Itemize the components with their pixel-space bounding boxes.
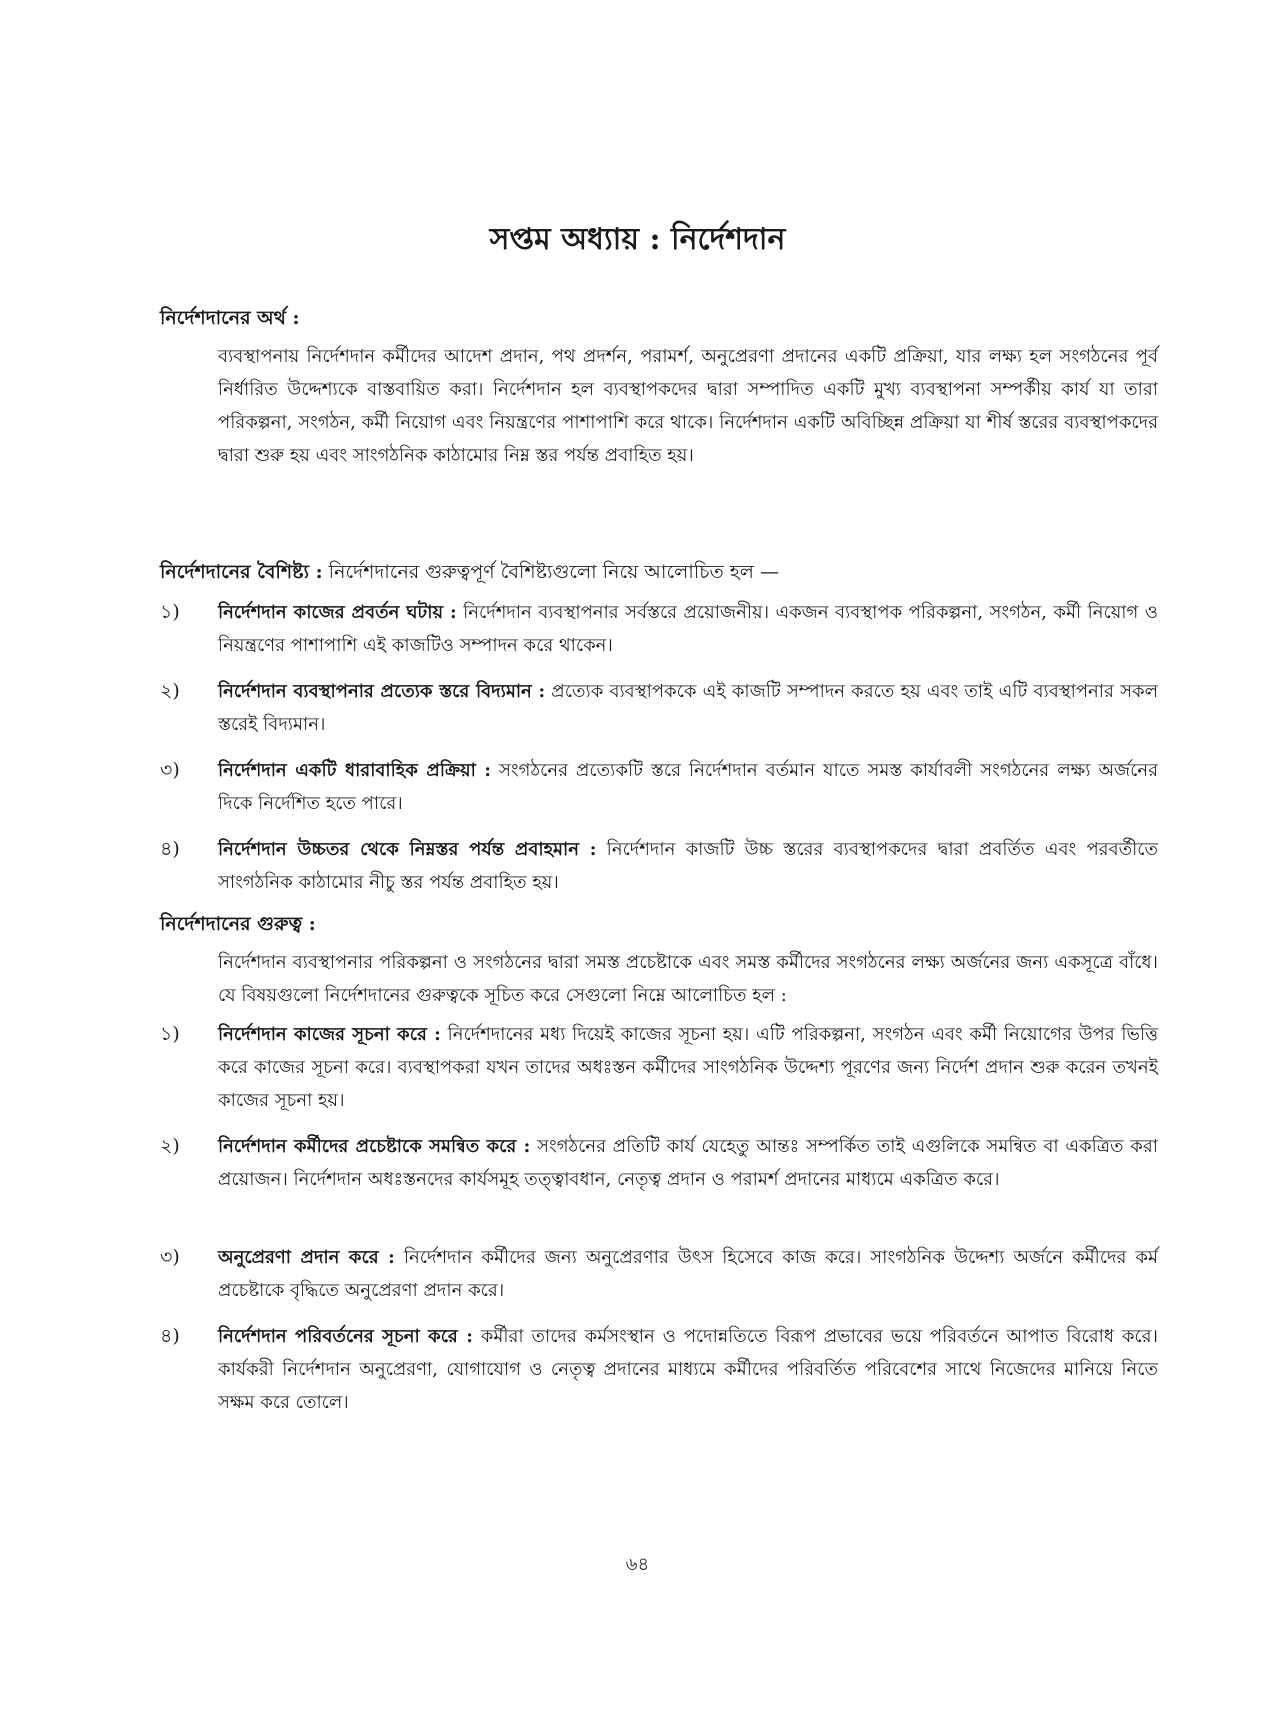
item-number: ১)	[160, 1023, 180, 1045]
item-body	[218, 596, 1158, 662]
item-number: ৪)	[160, 838, 180, 860]
item-number: ৩)	[160, 759, 180, 781]
features-heading	[160, 557, 779, 587]
item-text: প্রত্যেক ব্যবস্থাপককে এই কাজটি সম্পাদন করতে হয় এবং তাই এটি ব্যবস্থাপনার সকল স্তরেই বিদ্যমান।	[218, 681, 1158, 735]
importance-list-item	[160, 1320, 1158, 1419]
item-title: অনুপ্রেরণা প্রদান করে :	[218, 1247, 395, 1268]
item-body	[218, 1320, 1158, 1419]
item-text: সংগঠনের প্রত্যেকটি স্তরে নির্দেশদান বর্তমান যাতে সমস্ত কার্যাবলী সংগঠনের লক্ষ্য অর্জনের দিকে নির্দেশিত হতে পারে।	[218, 760, 1158, 814]
item-text: নির্দেশদান কর্মীদের জন্য অনুপ্রেরণার উৎস হিসেবে কাজ করে। সাংগঠনিক উদ্দেশ্য অর্জনে কর্মীদের কর্ম প্রচেষ্টাকে বৃদ্ধিতে অনুপ্রেরণা প্রদান করে।	[218, 1247, 1158, 1301]
importance-list-item	[160, 1018, 1158, 1117]
features-list-item	[160, 754, 1158, 820]
item-text: সংগঠনের প্রতিটি কার্য যেহেতু আন্তঃ সম্পর্কিত তাই এগুলিকে সমন্বিত বা একত্রিত করা প্রয়োজন। নির্দেশদান অধঃস্তনদের কার্যসমূহ তত্ত্বাবধান, নেতৃত্ব প্রদান ও পরামর্শ প্রদানের মাধ্যমে একত্রিত করে।	[218, 1136, 1158, 1190]
item-body	[218, 833, 1158, 899]
features-list-item	[160, 596, 1158, 662]
item-text: নির্দেশদান কাজটি উচ্চ স্তরের ব্যবস্থাপকদের দ্বারা প্রবর্তিত এবং পরবর্তীতে সাংগঠনিক কাঠামোর নীচু স্তর পর্যন্ত প্রবাহিত হয়।	[218, 839, 1158, 893]
features-list-item	[160, 675, 1158, 741]
item-body	[218, 754, 1158, 820]
features-heading-title: নির্দেশদানের বৈশিষ্ট্য :	[160, 561, 323, 583]
features-intro: নির্দেশদানের গুরুত্বপূর্ণ বৈশিষ্ট্যগুলো নিয়ে আলোচিত হল —	[322, 561, 779, 583]
item-text: নির্দেশদান ব্যবস্থাপনার সর্বস্তরে প্রয়োজনীয়। একজন ব্যবস্থাপক পরিকল্পনা, সংগঠন, কর্মী নিয়োগ ও নিয়ন্ত্রণের পাশাপাশি এই কাজটিও সম্পাদন করে থাকেন।	[218, 602, 1158, 656]
importance-heading: নির্দেশদানের গুরুত্ব :	[160, 913, 316, 935]
item-body	[218, 1241, 1158, 1307]
meaning-paragraph: ব্যবস্থাপনায় নির্দেশদান কর্মীদের আদেশ প্রদান, পথ প্রদর্শন, পরামর্শ, অনুপ্রেরণা প্রদানের একটি প্রক্রিয়া, যার লক্ষ্য হল সংগঠনের পূর্ব নির্ধারিত উদ্দেশ্যকে বাস্তবায়িত করা। নির্দেশদান হল ব্যবস্থাপকদের দ্বারা সম্পাদিত একটি মুখ্য ব্যবস্থাপনা সম্পর্কীয় কার্য যা তারা পরিকল্পনা, সংগঠন, কর্মী নিয়োগ এবং নিয়ন্ত্রণের পাশাপাশি করে থাকে। নির্দেশদান একটি অবিচ্ছিন্ন প্রক্রিয়া যা শীর্ষ স্তরের ব্যবস্থাপকদের দ্বারা শুরু হয় এবং সাংগঠনিক কাঠামোর নিম্ন স্তর পর্যন্ত প্রবাহিত হয়।	[218, 346, 1158, 466]
features-list-item	[160, 833, 1158, 899]
item-body	[218, 1018, 1158, 1117]
page-number: ৬৪	[625, 1554, 650, 1575]
meaning-heading: নির্দেশদানের অর্থ :	[160, 307, 300, 329]
item-body	[218, 675, 1158, 741]
item-body	[218, 1130, 1158, 1196]
importance-intro: নির্দেশদান ব্যবস্থাপনার পরিকল্পনা ও সংগঠনের দ্বারা সমস্ত প্রচেষ্টাকে এবং সমস্ত কর্মীদের সংগঠনের লক্ষ্য অর্জনের জন্য একসূত্রে বাঁধে। যে বিষয়গুলো নির্দেশদানের গুরুত্বকে সূচিত করে সেগুলো নিম্নে আলোচিত হল :	[218, 952, 1158, 1006]
item-title: নির্দেশদান কর্মীদের প্রচেষ্টাকে সমন্বিত করে :	[218, 1136, 531, 1157]
item-text: নির্দেশদানের মধ্য দিয়েই কাজের সূচনা হয়। এটি পরিকল্পনা, সংগঠন এবং কর্মী নিয়োগের উপর ভিত্তি করে কাজের সূচনা করে। ব্যবস্থাপকরা যখন তাদের অধঃস্তন কর্মীদের সাংগঠনিক উদ্দেশ্য পূরণের জন্য নির্দেশ প্রদান শুরু করেন তখনই কাজের সূচনা হয়।	[218, 1024, 1158, 1111]
item-number: ৪)	[160, 1325, 180, 1347]
item-text: কর্মীরা তাদের কর্মসংস্থান ও পদোন্নতিতে বিরূপ প্রভাবের ভয়ে পরিবর্তনে আপাত বিরোধ করে। কার্যকরী নির্দেশদান অনুপ্রেরণা, যোগাযোগ ও নেতৃত্ব প্রদানের মাধ্যমে কর্মীদের পরিবর্তিত পরিবেশের সাথে নিজেদের মানিয়ে নিতে সক্ষম করে তোলে।	[218, 1326, 1158, 1413]
item-number: ২)	[160, 680, 180, 702]
item-number: ২)	[160, 1135, 180, 1157]
chapter-title: সপ্তম অধ্যায় : নির্দেশদান	[489, 222, 786, 257]
item-title: নির্দেশদান ব্যবস্থাপনার প্রত্যেক স্তরে বিদ্যমান :	[218, 681, 546, 702]
importance-list-item	[160, 1241, 1158, 1307]
item-title: নির্দেশদান একটি ধারাবাহিক প্রক্রিয়া :	[218, 760, 492, 781]
item-title: নির্দেশদান পরিবর্তনের সূচনা করে :	[218, 1326, 473, 1347]
item-number: ১)	[160, 601, 180, 623]
item-title: নির্দেশদান উচ্চতর থেকে নিম্নস্তর পর্যন্ত প্রবাহমান :	[218, 839, 597, 860]
item-title: নির্দেশদান কাজের প্রবর্তন ঘটায় :	[218, 602, 457, 623]
item-number: ৩)	[160, 1246, 180, 1268]
item-title: নির্দেশদান কাজের সূচনা করে :	[218, 1024, 441, 1045]
importance-list-item	[160, 1130, 1158, 1196]
